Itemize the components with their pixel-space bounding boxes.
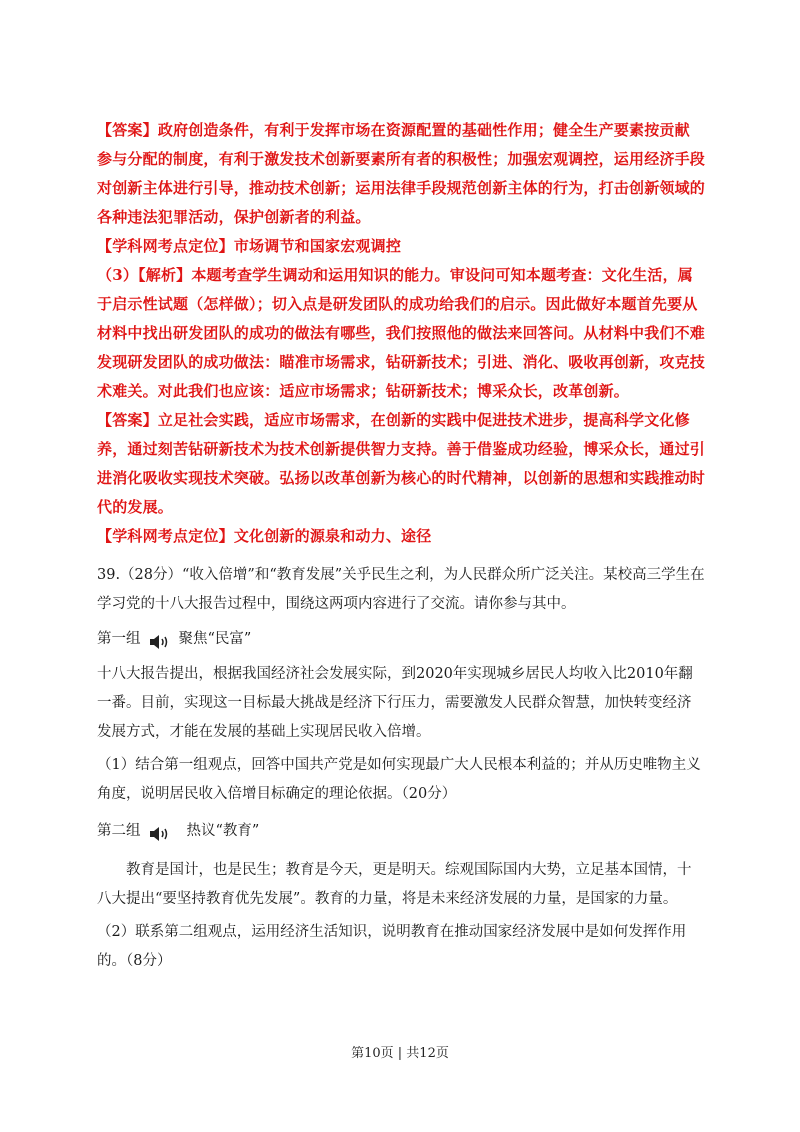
answer-block-1 — [97, 116, 705, 551]
page-number: 第10页 | 共12页 — [351, 1046, 449, 1061]
answer-paragraph — [97, 116, 705, 232]
answer-tag-2: 【答案】 — [97, 411, 158, 429]
speaker-icon — [149, 632, 171, 648]
group-1-heading — [97, 625, 705, 654]
sub-question-1: （1）结合第一组观点，回答中国共产党是如何实现最广大人民根本利益的；并从历史唯物主义角度，说明居民收入倍增目标确定的理论依据。（20分） — [97, 757, 701, 802]
exam-point-text: 市场调节和国家宏观调控 — [233, 237, 402, 255]
answer-tag: 【答案】 — [97, 121, 158, 139]
analysis-text: 本题考查学生调动和运用知识的能力。审设问可知本题考查：文化生活，属于启示性试题（怎样做）；切入点是研发团队的成功给我们的启示。因此做好本题首先要从材料中找出研发团队的成功的做法有哪些，我们按照他的做法来回答问。从材料中我们不难发现研发团队的成功做法：瞄准市场需求，钻研新技术；引进、消化、吸收再创新，攻克技术难关。对此我们也应该：适应市场需求；钻研新技术；博采众长，改革创新。 — [97, 266, 706, 400]
exam-point-paragraph — [97, 232, 705, 261]
group-1-title: 聚焦“民富” — [178, 631, 252, 647]
answer-paragraph-2 — [97, 406, 705, 522]
answer-text: 政府创造条件，有利于发挥市场在资源配置的基础性作用；健全生产要素按贡献参与分配的制度，有利于激发技术创新要素所有者的积极性；加强宏观调控，运用经济手段对创新主体进行引导，推动技术创新；运用法律手段规范创新主体的行为，打击创新领域的各种违法犯罪活动，保护创新者的利益。 — [97, 121, 706, 226]
answer-text-2: 立足社会实践，适应市场需求，在创新的实践中促进技术进步，提高科学文化修养，通过刻苦钻研新技术为技术创新提供智力支持。善于借鉴成功经验，博采众长，通过引进消化吸收实现技术突破。弘扬以改革创新为核心的时代精神，以创新的思想和实践推动时代的发展。 — [97, 411, 706, 516]
analysis-tag: 【解析】 — [138, 266, 192, 284]
page-footer — [0, 1042, 800, 1061]
group-1-text: 十八大报告提出，根据我国经济社会发展实际，到2020年实现城乡居民人均收入比2010年翻一番。目前，实现这一目标最大挑战是经济下行压力，需要激发人民群众智慧，加快转变经济发展方式，才能在发展的基础上实现居民收入倍增。 — [97, 666, 693, 740]
question-39-block — [97, 561, 705, 976]
question-intro: 39.（28分）“收入倍增”和“教育发展”关乎民生之利，为人民群众所广泛关注。某校高三学生在学习党的十八大报告过程中，围绕这两项内容进行了交流。请你参与其中。 — [97, 567, 705, 612]
group-2-title: 热议“教育” — [186, 823, 260, 839]
analysis-prefix: （3） — [97, 266, 139, 284]
group-2-label: 第二组 — [97, 823, 141, 839]
group-2-text: 教育是国计，也是民生；教育是今天，更是明天。综观国际国内大势，立足基本国情，十八大提出“要坚持教育优先发展”。教育的力量，将是未来经济发展的力量，是国家的力量。 — [97, 862, 692, 907]
group-1-label: 第一组 — [97, 631, 141, 647]
group-2-heading — [97, 817, 705, 846]
speaker-icon — [149, 824, 171, 840]
exam-point-tag: 【学科网考点定位】 — [97, 237, 234, 255]
sub-question-2: （2）联系第二组观点，运用经济生活知识，说明教育在推动国家经济发展中是如何发挥作用的。（8分） — [97, 924, 687, 969]
exam-point-paragraph-2 — [97, 522, 705, 551]
analysis-paragraph — [97, 261, 705, 406]
exam-point-tag-2: 【学科网考点定位】 — [97, 527, 234, 545]
exam-point-text-2: 文化创新的源泉和动力、途径 — [233, 527, 432, 545]
